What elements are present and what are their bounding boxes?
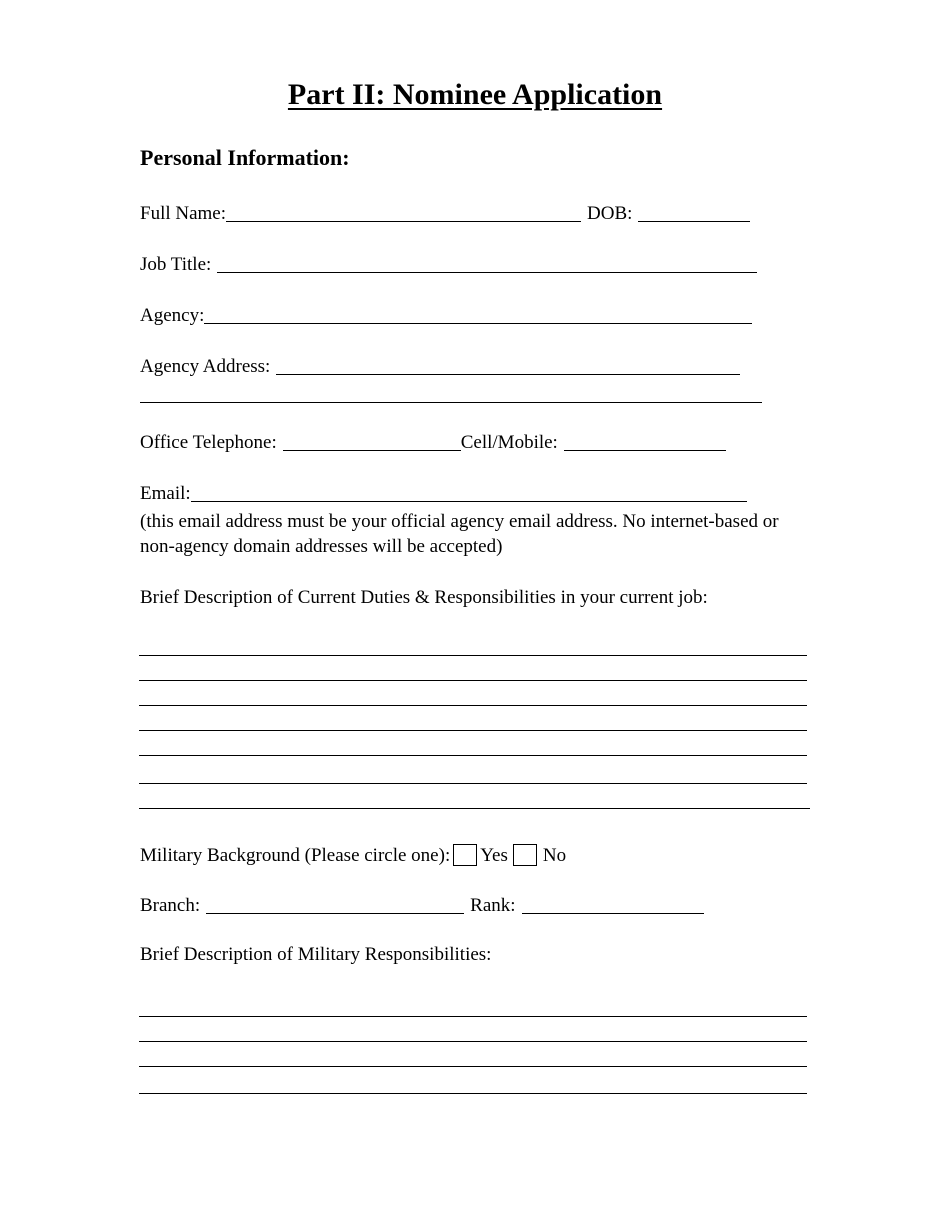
agency-address-row: [140, 356, 740, 378]
agency-label: Agency:: [140, 305, 205, 326]
office-telephone-label: Office Telephone:: [140, 432, 277, 453]
duties-label: Brief Description of Current Duties & Responsibilities in your current job:: [140, 587, 708, 608]
military-background-label: Military Background (Please circle one):: [140, 845, 451, 866]
cell-mobile-label: Cell/Mobile:: [460, 432, 558, 453]
agency-address-field[interactable]: [276, 356, 740, 375]
rank-label: Rank:: [470, 895, 516, 916]
military-yes-label: Yes: [480, 845, 508, 866]
telephone-row: [140, 432, 726, 454]
dob-label: DOB:: [587, 203, 633, 224]
duties-line-2[interactable]: [139, 680, 807, 681]
military-yes-checkbox[interactable]: [453, 844, 477, 866]
office-telephone-field[interactable]: [283, 432, 461, 451]
duties-line-6[interactable]: [139, 783, 807, 784]
job-title-row: [140, 254, 757, 276]
duties-line-4[interactable]: [139, 730, 807, 731]
section-heading-personal-info: Personal Information:: [140, 145, 350, 170]
email-label: Email:: [140, 483, 191, 504]
military-line-4[interactable]: [139, 1093, 807, 1094]
full-name-row: [140, 203, 750, 225]
job-title-label: Job Title:: [140, 254, 212, 275]
full-name-field[interactable]: [226, 203, 581, 222]
cell-mobile-field[interactable]: [564, 432, 726, 451]
military-line-3[interactable]: [139, 1066, 807, 1067]
agency-field[interactable]: [204, 305, 752, 324]
agency-row: [140, 305, 752, 327]
duties-line-1[interactable]: [139, 655, 807, 656]
branch-label: Branch:: [140, 895, 201, 916]
military-no-label: No: [542, 845, 567, 866]
military-line-1[interactable]: [139, 1016, 807, 1017]
email-field[interactable]: [191, 483, 747, 502]
military-background-row: [140, 844, 566, 867]
military-no-checkbox[interactable]: [513, 844, 537, 866]
duties-line-7[interactable]: [139, 808, 810, 809]
email-note: (this email address must be your official agency email address. No internet-based or non-agency domain addresses will be accepted): [140, 511, 779, 557]
rank-field[interactable]: [522, 895, 704, 914]
agency-address-label: Agency Address:: [140, 356, 271, 377]
dob-field[interactable]: [638, 203, 750, 222]
branch-rank-row: [140, 895, 704, 917]
branch-field[interactable]: [206, 895, 464, 914]
page-title: Part II: Nominee Application: [287, 78, 663, 111]
duties-line-5[interactable]: [139, 755, 807, 756]
job-title-field[interactable]: [217, 254, 757, 273]
military-line-2[interactable]: [139, 1041, 807, 1042]
full-name-label: Full Name:: [140, 203, 227, 224]
email-row: [140, 483, 747, 505]
military-responsibilities-label: Brief Description of Military Responsibilities:: [140, 944, 492, 965]
duties-line-3[interactable]: [139, 705, 807, 706]
agency-address-line-2[interactable]: [140, 402, 762, 403]
